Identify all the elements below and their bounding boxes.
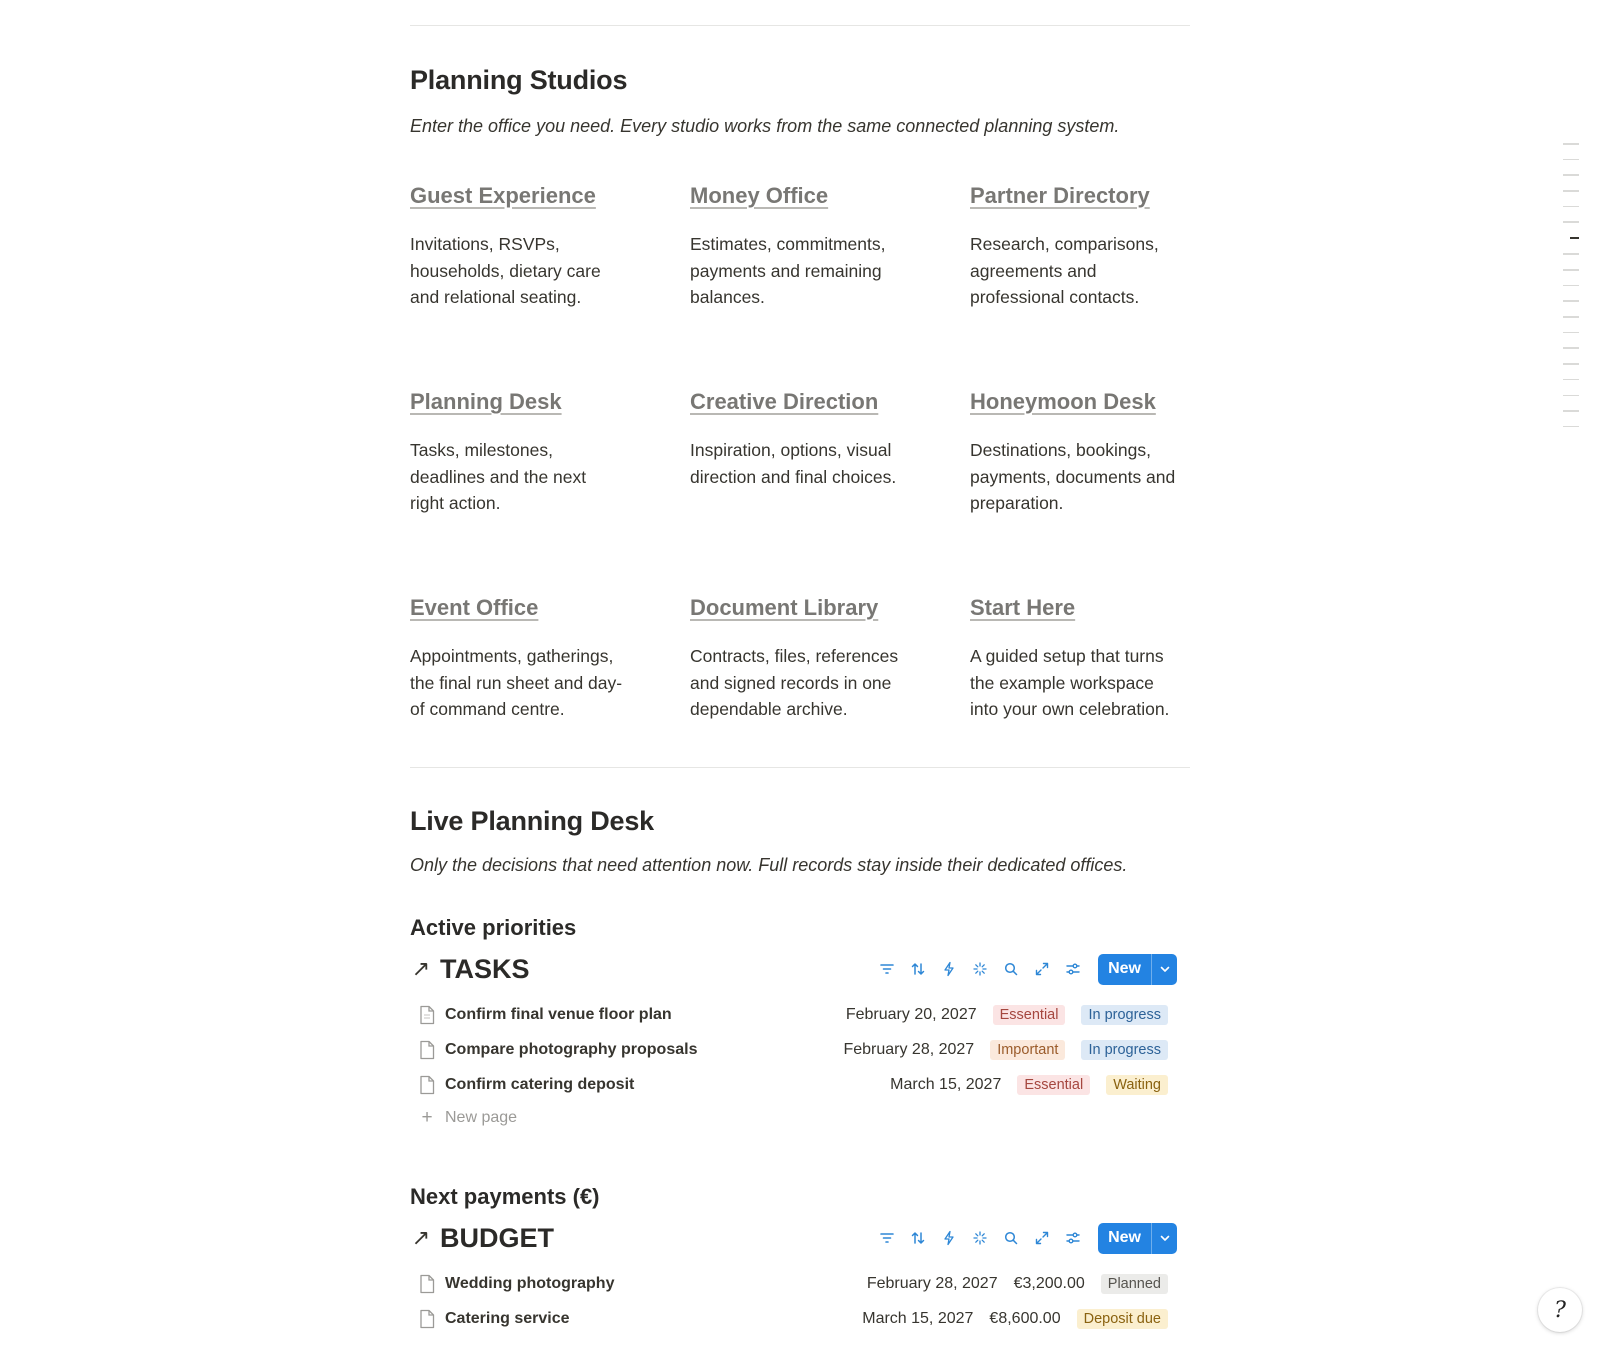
new-button[interactable]: New [1108, 1229, 1141, 1246]
document-icon [418, 1075, 436, 1095]
sort-icon[interactable] [908, 960, 927, 979]
table-row[interactable] [410, 1032, 1190, 1067]
sparkle-icon[interactable] [970, 1229, 989, 1248]
filter-icon[interactable] [877, 1229, 896, 1248]
chevron-down-icon[interactable] [1151, 1223, 1177, 1254]
studio-card [410, 595, 690, 767]
budget-new-button [1098, 1223, 1177, 1254]
tasks-heading: Active priorities [410, 915, 577, 940]
studio-description: Research, comparisons, agreements and professional contacts. [970, 234, 1159, 307]
studio-link-honeymoon-desk[interactable]: Honeymoon Desk [970, 389, 1156, 414]
arrow-up-right-icon: ↗ [411, 956, 431, 981]
budget-database-title[interactable] [410, 1223, 554, 1254]
new-page-label: New page [445, 1109, 518, 1126]
priority-badge: Essential [1017, 1075, 1090, 1095]
tasks-new-button [1098, 954, 1177, 985]
divider [410, 25, 1190, 26]
page-outline[interactable] [1563, 143, 1579, 442]
new-page-button[interactable] [410, 1102, 1190, 1134]
studio-link-planning-desk[interactable]: Planning Desk [410, 389, 562, 414]
studio-description: Invitations, RSVPs, households, dietary care and relational seating. [410, 234, 601, 307]
status-badge: In progress [1081, 1005, 1168, 1025]
chevron-down-icon[interactable] [1151, 954, 1177, 985]
row-properties [867, 1274, 1168, 1294]
document-icon [418, 1005, 436, 1025]
budget-heading: Next payments (€) [410, 1184, 600, 1209]
studio-card [970, 183, 1190, 389]
studio-description: Inspiration, options, visual direction and final choices. [690, 440, 897, 487]
budget-item-name[interactable]: Wedding photography [445, 1274, 615, 1292]
studio-link-event-office[interactable]: Event Office [410, 595, 539, 620]
task-name[interactable]: Confirm catering deposit [445, 1075, 635, 1093]
help-icon[interactable]: ? [1538, 1288, 1582, 1332]
priority-badge: Important [990, 1040, 1065, 1060]
lightning-icon[interactable] [939, 960, 958, 979]
studio-card [970, 389, 1190, 595]
studio-card [410, 183, 690, 389]
divider [410, 767, 1190, 768]
page-content [410, 0, 1190, 1336]
budget-item-name[interactable]: Catering service [445, 1309, 570, 1327]
budget-title-text: BUDGET [440, 1222, 554, 1253]
due-date: February 28, 2027 [843, 1040, 975, 1058]
studio-description: Estimates, commitments, payments and remaining balances. [690, 234, 886, 307]
budget-database-header [410, 1220, 1190, 1256]
studio-description: Contracts, files, references and signed records in one dependable archive. [690, 646, 899, 719]
sliders-icon[interactable] [1063, 960, 1082, 979]
studio-description: Tasks, milestones, deadlines and the next right action. [410, 440, 587, 513]
search-icon[interactable] [1001, 1229, 1020, 1248]
table-row[interactable] [410, 997, 1190, 1032]
sort-icon[interactable] [908, 1229, 927, 1248]
status-badge: In progress [1081, 1040, 1168, 1060]
expand-icon[interactable] [1032, 1229, 1051, 1248]
studios-title: Planning Studios [410, 65, 628, 95]
studio-link-start-here[interactable]: Start Here [970, 595, 1076, 620]
row-properties [843, 1040, 1168, 1060]
studio-card [410, 389, 690, 595]
studio-link-guest-experience[interactable]: Guest Experience [410, 183, 596, 208]
tasks-title-text: TASKS [440, 953, 530, 984]
status-badge: Deposit due [1077, 1309, 1168, 1329]
status-badge: Planned [1101, 1274, 1168, 1294]
sliders-icon[interactable] [1063, 1229, 1082, 1248]
studios-subtitle: Enter the office you need. Every studio works from the same connected planning system. [410, 116, 1120, 136]
studio-card [970, 595, 1190, 767]
tasks-database-title[interactable] [410, 954, 530, 985]
task-name[interactable]: Compare photography proposals [445, 1040, 698, 1058]
due-date: February 20, 2027 [845, 1005, 977, 1023]
document-icon [418, 1040, 436, 1060]
live-subtitle: Only the decisions that need attention now. Full records stay inside their dedicated offices. [410, 855, 1128, 875]
studios-grid [410, 183, 1190, 767]
lightning-icon[interactable] [939, 1229, 958, 1248]
live-title: Live Planning Desk [410, 806, 654, 836]
studio-description: A guided setup that turns the example workspace into your own celebration. [970, 646, 1170, 719]
table-row[interactable] [410, 1301, 1190, 1336]
studio-card [690, 595, 970, 767]
task-name[interactable]: Confirm final venue floor plan [445, 1005, 672, 1023]
studio-description: Appointments, gatherings, the final run sheet and day-of command centre. [410, 646, 623, 719]
status-badge: Waiting [1106, 1075, 1168, 1095]
new-button[interactable]: New [1108, 960, 1141, 977]
studio-link-document-library[interactable]: Document Library [690, 595, 879, 620]
table-row[interactable] [410, 1266, 1190, 1301]
expand-icon[interactable] [1032, 960, 1051, 979]
table-row[interactable] [410, 1067, 1190, 1102]
filter-icon[interactable] [877, 960, 896, 979]
budget-toolbar [877, 1223, 1190, 1254]
payment-date: February 28, 2027 [866, 1274, 998, 1292]
studio-link-money-office[interactable]: Money Office [690, 183, 829, 208]
sparkle-icon[interactable] [970, 960, 989, 979]
due-date: March 15, 2027 [890, 1075, 1002, 1093]
search-icon[interactable] [1001, 960, 1020, 979]
document-icon [418, 1274, 436, 1294]
studio-link-creative-direction[interactable]: Creative Direction [690, 389, 879, 414]
payment-date: March 15, 2027 [862, 1309, 974, 1327]
studio-card [690, 183, 970, 389]
tasks-database-header [410, 951, 1190, 987]
tasks-toolbar [877, 954, 1190, 985]
arrow-up-right-icon: ↗ [411, 1225, 431, 1250]
studio-link-partner-directory[interactable]: Partner Directory [970, 183, 1150, 208]
row-properties [846, 1005, 1168, 1025]
row-properties [890, 1075, 1168, 1095]
amount: €8,600.00 [989, 1309, 1061, 1327]
plus-icon: + [421, 1107, 433, 1128]
studio-card [690, 389, 970, 595]
tasks-list [410, 997, 1190, 1134]
row-properties [862, 1309, 1168, 1329]
studio-description: Destinations, bookings, payments, documents and preparation. [970, 440, 1176, 513]
amount: €3,200.00 [1013, 1274, 1085, 1292]
priority-badge: Essential [993, 1005, 1066, 1025]
budget-list [410, 1266, 1190, 1336]
document-icon [418, 1309, 436, 1329]
